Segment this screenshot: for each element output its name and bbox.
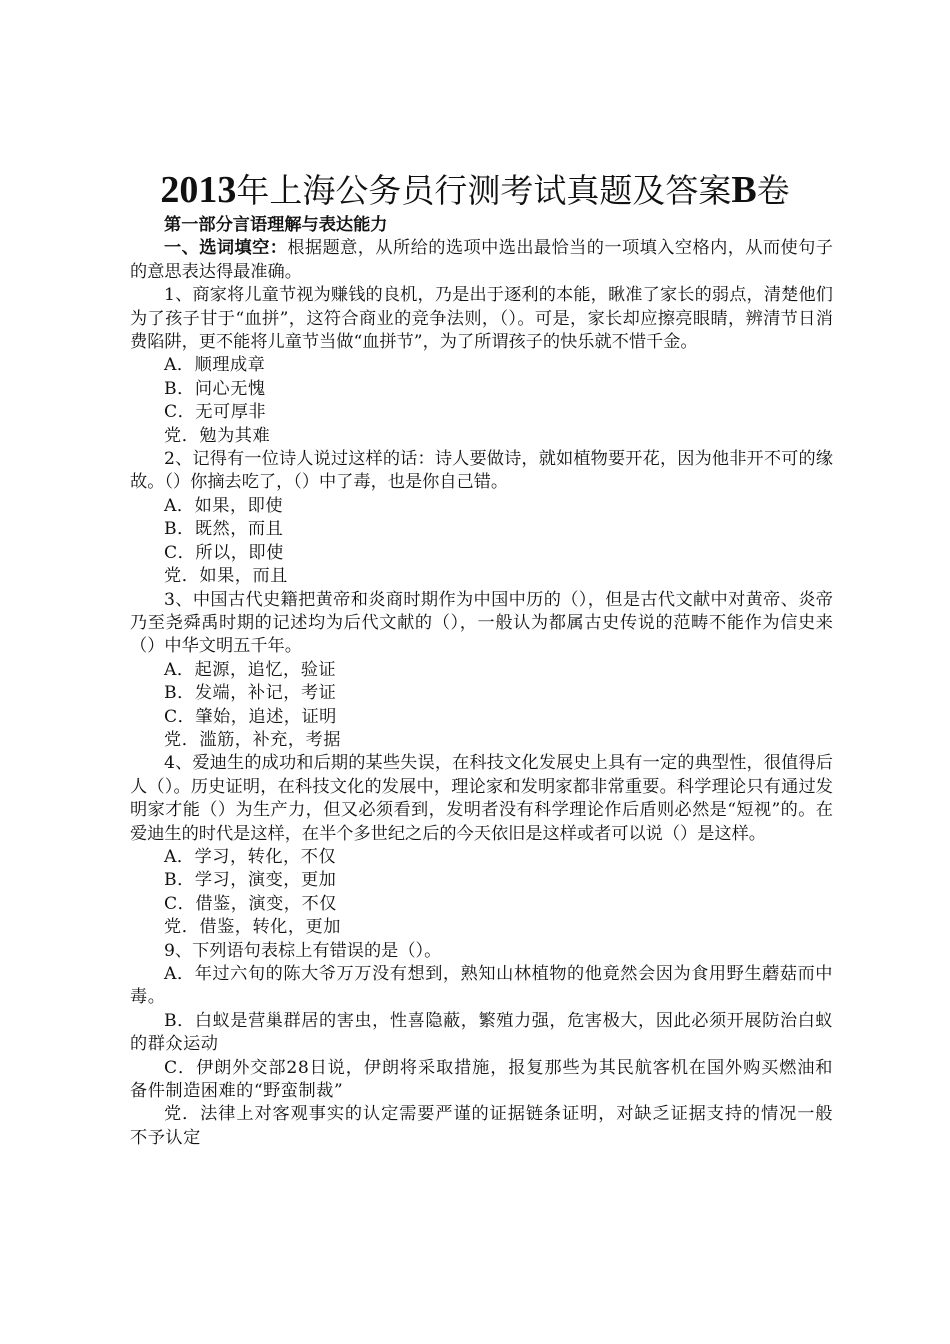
option: A．学习，转化，不仅 (164, 846, 337, 867)
section-instructions: 根据题意，从所给的选项中选出最恰当的一项填入空格内，从而使句子的意思表达得最准确。 (130, 238, 833, 282)
section-intro (130, 237, 833, 284)
title-text: 年上海公务员行测考试真题及答案 (236, 171, 732, 210)
question-stem: 3、中国古代史籍把黄帝和炎商时期作为中国中历的（），但是古代文献中对黄帝、炎帝乃至尧舜禹时期的记述均为后代文献的（），一般认为都属古史传说的范畴不能作为信史来（）中华文明五千年。 (130, 589, 833, 657)
option: B．既然，而且 (164, 519, 284, 540)
option: B．白蚁是营巢群居的害虫，性喜隐蔽，繁殖力强，危害极大，因此必须开展防治白蚁的群众运动 (130, 1010, 833, 1055)
option: B．发端，补记，考证 (164, 683, 337, 704)
option: A．如果，即使 (164, 495, 284, 516)
option: A．顺理成章 (164, 355, 266, 376)
section-label: 一、选词填空： (164, 238, 288, 259)
title-year: 2013 (160, 169, 237, 211)
part-heading: 第一部分言语理解与表达能力 (164, 215, 388, 235)
option: B．问心无愧 (164, 378, 266, 399)
page-title (0, 168, 950, 213)
title-end: 卷 (756, 171, 790, 210)
question-stem: 1、商家将儿童节视为赚钱的良机，乃是出于逐利的本能，瞅准了家长的弱点，清楚他们为了孩子甘于“血拼”，这符合商业的竞争法则，（）。可是，家长却应擦亮眼睛，辨清节日消费陷阱，更不能将儿童节当做“血拼节”，为了所谓孩子的快乐就不惜千金。 (130, 285, 833, 353)
option: 党．借鉴，转化，更加 (164, 917, 341, 938)
option: A．起源，追忆，验证 (164, 659, 337, 680)
option: 党．法律上对客观事实的认定需要严谨的证据链条证明，对缺乏证据支持的情况一般不予认定 (130, 1104, 833, 1148)
option: C．伊朗外交部28日说，伊朗将采取措施，报复那些为其民航客机在国外购买燃油和备件制造困难的“野蛮制裁” (130, 1057, 833, 1102)
option: 党．勉为其难 (164, 425, 271, 446)
question-stem: 4、爱迪生的成功和后期的某些失误，在科技文化发展史上具有一定的典型性，很值得后人（）。历史证明，在科技文化的发展中，理论家和发明家都非常重要。科学理论只有通过发明家才能（）为生产力，但又必须看到，发明者没有科学理论作后盾则必然是“短视”的。在爱迪生的时代是这样，在半个多世纪之后的今天依旧是这样或者可以说（）是这样。 (130, 753, 833, 844)
option: A．年过六旬的陈大爷万万没有想到，熟知山林植物的他竟然会因为食用野生蘑菇而中毒。 (130, 964, 833, 1008)
option: C．无可厚非 (164, 402, 267, 423)
option: C．肇始，追述，证明 (164, 706, 337, 727)
option: C．所以，即使 (164, 542, 284, 563)
option: 党．如果，而且 (164, 566, 288, 587)
title-suffix: B (731, 169, 757, 211)
option: B．学习，演变，更加 (164, 870, 337, 891)
option: C．借鉴，演变，不仅 (164, 893, 337, 914)
option: 党．滥筋，补充，考据 (164, 729, 341, 750)
document-body (130, 214, 833, 1150)
question-stem: 2、记得有一位诗人说过这样的话：诗人要做诗，就如植物要开花，因为他非开不可的缘故。（）你摘去吃了，（）中了毒，也是你自己错。 (130, 449, 833, 493)
question-stem: 9、下列语句表棕上有错误的是（）。 (164, 940, 442, 961)
